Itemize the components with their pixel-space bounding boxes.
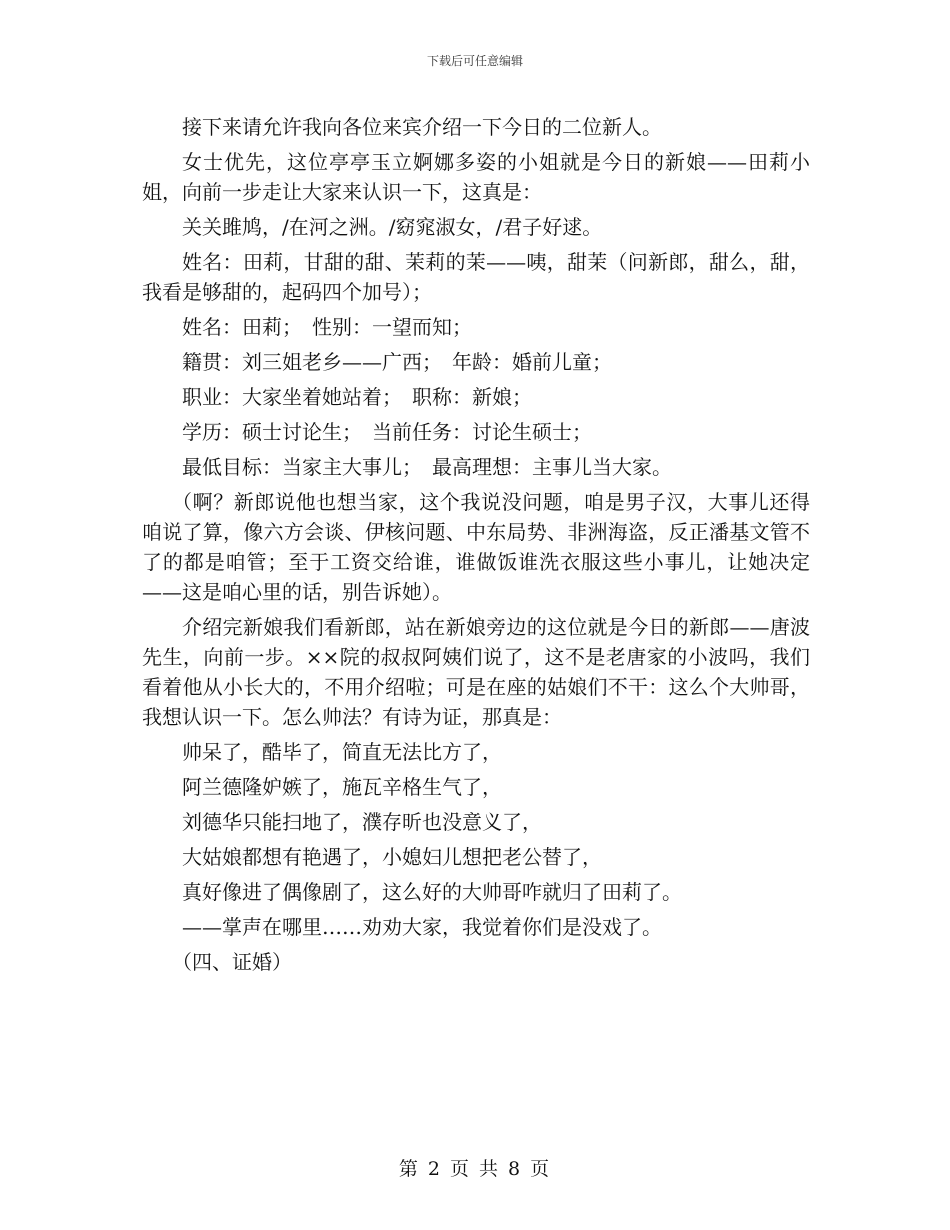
document-body [142, 112, 810, 982]
paragraph-poem-line: 关关雎鸠，/在河之洲。/窈窕淑女，/君子好逑。 [182, 215, 603, 239]
paragraph-goals: 最低目标：当家主大事儿； 最高理想：主事儿当大家。 [182, 455, 672, 479]
paragraph-groom-aside: （啊？新郎说他也想当家，这个我说没问题，咱是男子汉，大事儿还得咱说了算，像六方会谈、伊核问题、中东局势、非洲海盗，反正潘基文管不了的都是咱管；至于工资交给谁，谁做饭谁洗衣服这些小事儿，让她决定——这是咱心里的话，别告诉她）。 [142, 490, 810, 604]
poem-line-4: 大姑娘都想有艳遇了，小媳妇儿想把老公替了， [182, 845, 602, 869]
paragraph-name-gender: 姓名：田莉； 性别：一望而知； [182, 315, 472, 339]
poem-line-1: 帅呆了，酷毕了，简直无法比方了， [182, 740, 502, 764]
paragraph-job-title: 职业：大家坐着她站着； 职称：新娘； [182, 385, 532, 409]
poem-line-2: 阿兰德隆妒嫉了，施瓦辛格生气了， [182, 775, 502, 799]
paragraph-hometown-age: 籍贯：刘三姐老乡——广西； 年龄：婚前儿童； [182, 350, 612, 374]
page-number: 第 2 页 共 8 页 [398, 1158, 552, 1180]
page-header-note: 下载后可任意编辑 [426, 54, 523, 68]
paragraph-education: 学历：硕士讨论生； 当前任务：讨论生硕士； [182, 420, 592, 444]
poem-line-3: 刘德华只能扫地了，濮存昕也没意义了， [182, 810, 542, 834]
paragraph-intro: 接下来请允许我向各位来宾介绍一下今日的二位新人。 [182, 115, 662, 139]
paragraph-groom-intro: 介绍完新娘我们看新郎，站在新娘旁边的这位就是今日的新郎——唐波先生，向前一步。××院的叔叔阿姨们说了，这不是老唐家的小波吗，我们看着他从小长大的，不用介绍啦；可是在座的姑娘们不干：这么个大帅哥，我想认识一下。怎么帅法？有诗为证，那真是： [142, 615, 810, 729]
section-heading-witness: （四、证婚） [172, 950, 292, 974]
paragraph-applause: ——掌声在哪里……劝劝大家，我觉着你们是没戏了。 [182, 915, 662, 939]
poem-line-5: 真好像进了偶像剧了，这么好的大帅哥咋就归了田莉了。 [182, 880, 682, 904]
paragraph-bride-name: 姓名：田莉，甘甜的甜、茉莉的茉——咦，甜茉（问新郎，甜么，甜，我看是够甜的，起码四个加号）； [142, 250, 810, 304]
paragraph-bride-intro: 女士优先，这位亭亭玉立婀娜多姿的小姐就是今日的新娘——田莉小姐，向前一步走让大家来认识一下，这真是： [142, 150, 810, 204]
